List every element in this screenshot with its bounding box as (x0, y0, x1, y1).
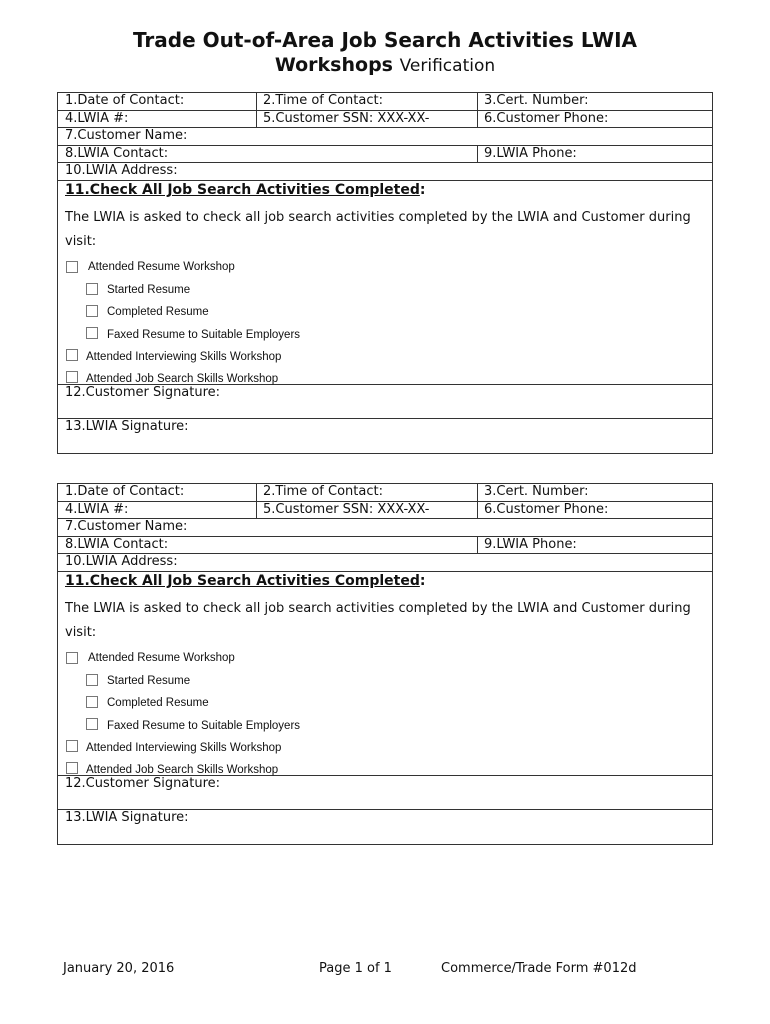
date-of-contact-field[interactable]: 1.Date of Contact: (65, 93, 185, 108)
footer-date: January 20, 2016 (63, 961, 175, 976)
section-heading-colon: : (419, 572, 426, 589)
faxed-resume-checkbox[interactable] (86, 327, 98, 339)
verification-form-1 (57, 92, 713, 454)
title-line-1: Trade Out-of-Area Job Search Activities LWIA (132, 28, 637, 52)
completed-resume-checkbox[interactable] (86, 696, 98, 708)
time-of-contact-field[interactable]: 2.Time of Contact: (256, 484, 383, 501)
attended-job-search-workshop-checkbox[interactable] (66, 371, 78, 383)
title-line-2 (0, 53, 770, 79)
lwia-signature-field[interactable]: 13.LWIA Signature: (65, 418, 189, 434)
customer-signature-field[interactable]: 12.Customer Signature: (58, 385, 712, 419)
date-of-contact-field[interactable]: 1.Date of Contact: (65, 484, 185, 499)
form-row-address (58, 554, 712, 572)
lwia-contact-field[interactable]: 8.LWIA Contact: (65, 145, 169, 161)
form-row-contact (58, 484, 712, 502)
attended-interviewing-workshop-label: Attended Interviewing Skills Workshop (86, 350, 282, 363)
time-of-contact-field[interactable]: 2.Time of Contact: (256, 93, 383, 110)
customer-phone-field[interactable]: 6.Customer Phone: (477, 111, 608, 128)
attended-job-search-workshop-label: Attended Job Search Skills Workshop (86, 763, 279, 776)
completed-resume-label: Completed Resume (107, 696, 209, 709)
form-row-lwia-contact (58, 537, 712, 555)
lwia-phone-field[interactable]: 9.LWIA Phone: (477, 146, 577, 163)
activities-section (58, 572, 712, 776)
footer-form-id: Commerce/Trade Form #012d (441, 961, 637, 976)
lwia-phone-field[interactable]: 9.LWIA Phone: (477, 537, 577, 554)
customer-name-field[interactable]: 7.Customer Name: (65, 128, 188, 143)
attended-interviewing-workshop-checkbox[interactable] (66, 740, 78, 752)
attended-resume-workshop-label: Attended Resume Workshop (88, 260, 235, 273)
attended-job-search-workshop-checkbox[interactable] (66, 762, 78, 774)
customer-phone-field[interactable]: 6.Customer Phone: (477, 502, 608, 519)
attended-job-search-workshop-label: Attended Job Search Skills Workshop (86, 372, 279, 385)
faxed-resume-label: Faxed Resume to Suitable Employers (107, 719, 301, 732)
footer-page-number: Page 1 of 1 (319, 961, 392, 976)
customer-ssn-field[interactable]: 5.Customer SSN: XXX-XX- (256, 502, 429, 519)
section-heading-text: 11.Check All Job Search Activities Completed (65, 181, 420, 198)
verification-form-2 (57, 483, 713, 845)
customer-name-field[interactable]: 7.Customer Name: (65, 519, 188, 534)
instructions-text: The LWIA is asked to check all job search activities completed by the LWIA and Customer during visit: (65, 600, 691, 640)
lwia-contact-field[interactable]: 8.LWIA Contact: (65, 536, 169, 552)
form-row-ids (58, 111, 712, 129)
form-row-ids (58, 502, 712, 520)
customer-ssn-field[interactable]: 5.Customer SSN: XXX-XX- (256, 111, 429, 128)
form-row-lwia-contact (58, 146, 712, 164)
form-row-contact (58, 93, 712, 111)
attended-resume-workshop-checkbox[interactable] (66, 652, 78, 664)
started-resume-checkbox[interactable] (86, 674, 98, 686)
completed-resume-checkbox[interactable] (86, 305, 98, 317)
customer-signature-field[interactable]: 12.Customer Signature: (58, 776, 712, 810)
section-heading (65, 572, 425, 590)
started-resume-checkbox[interactable] (86, 283, 98, 295)
cert-number-field[interactable]: 3.Cert. Number: (477, 484, 589, 501)
completed-resume-label: Completed Resume (107, 305, 209, 318)
lwia-signature-field[interactable]: 13.LWIA Signature: (65, 809, 189, 825)
lwia-address-field[interactable]: 10.LWIA Address: (65, 554, 178, 569)
cert-number-field[interactable]: 3.Cert. Number: (477, 93, 589, 110)
instructions-text: The LWIA is asked to check all job search activities completed by the LWIA and Customer during visit: (65, 209, 691, 249)
section-heading-text: 11.Check All Job Search Activities Completed (65, 572, 420, 589)
started-resume-label: Started Resume (107, 674, 191, 687)
title-line-2-rest: Verification (399, 56, 496, 76)
title-line-2-bold: Workshops (274, 54, 393, 76)
attended-interviewing-workshop-label: Attended Interviewing Skills Workshop (86, 741, 282, 754)
lwia-number-field[interactable]: 4.LWIA #: (65, 110, 129, 126)
attended-interviewing-workshop-checkbox[interactable] (66, 349, 78, 361)
section-heading (65, 181, 425, 199)
faxed-resume-label: Faxed Resume to Suitable Employers (107, 328, 301, 341)
form-row-name (58, 128, 712, 146)
attended-resume-workshop-label: Attended Resume Workshop (88, 651, 235, 664)
section-heading-colon: : (419, 181, 426, 198)
form-row-name (58, 519, 712, 537)
lwia-number-field[interactable]: 4.LWIA #: (65, 501, 129, 517)
activities-section (58, 181, 712, 385)
document-title (0, 28, 770, 79)
lwia-address-field[interactable]: 10.LWIA Address: (65, 163, 178, 178)
faxed-resume-checkbox[interactable] (86, 718, 98, 730)
attended-resume-workshop-checkbox[interactable] (66, 261, 78, 273)
form-row-address (58, 163, 712, 181)
started-resume-label: Started Resume (107, 283, 191, 296)
